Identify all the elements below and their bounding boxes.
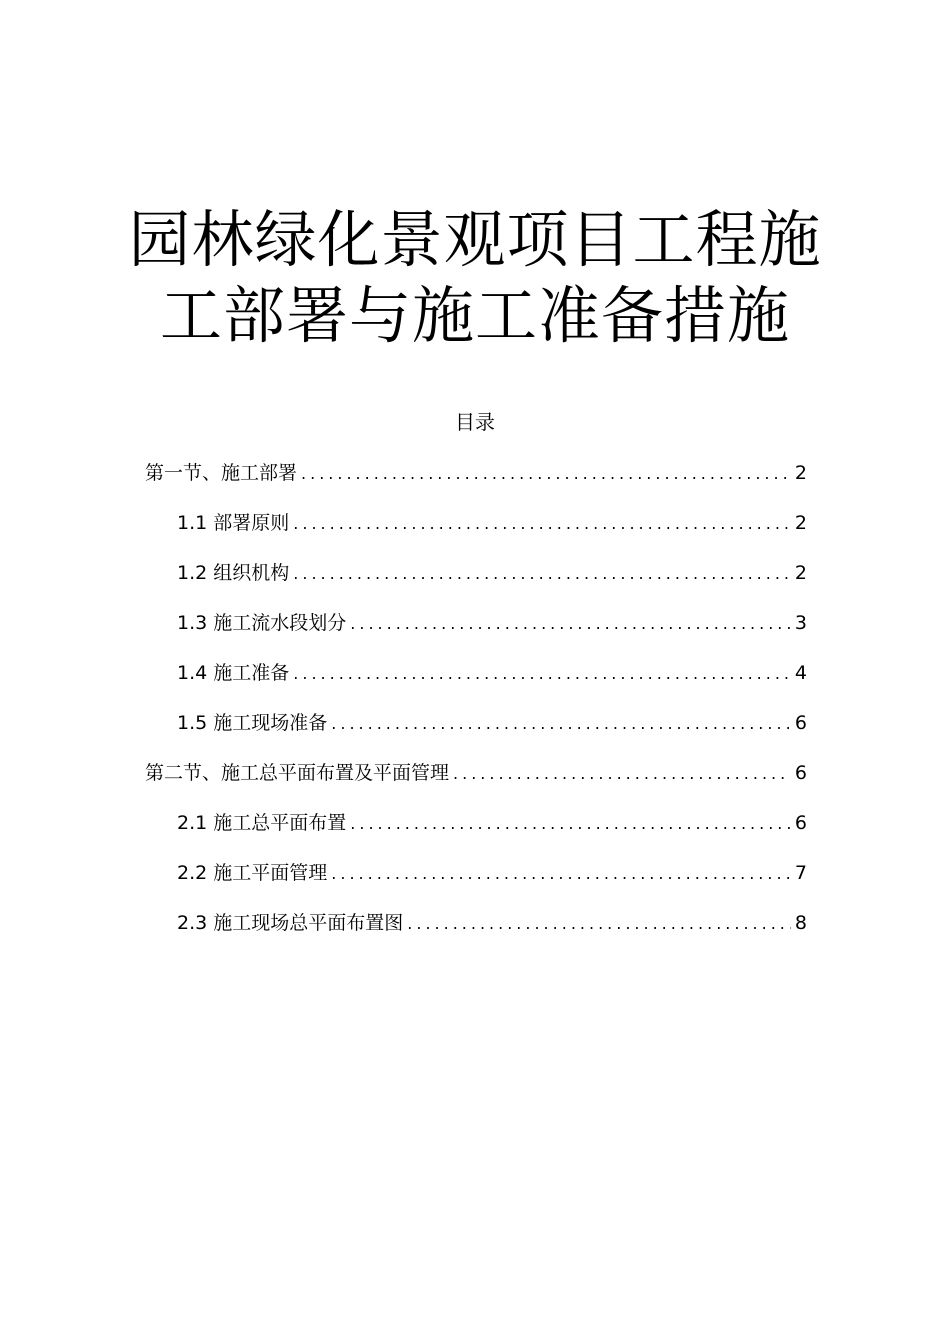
toc-entry-text: 1.2 组织机构	[177, 562, 290, 584]
document-title-line-1: 园林绿化景观项目工程施	[128, 202, 822, 276]
toc-entry-1-1[interactable]	[177, 508, 807, 538]
toc-dot-leader	[293, 509, 791, 539]
toc-dot-leader	[407, 909, 791, 939]
toc-heading: 目录	[455, 410, 495, 434]
toc-page-number: 6	[794, 812, 807, 834]
toc-entry-text: 第二节、施工总平面布置及平面管理	[145, 762, 450, 784]
toc-entry-text: 1.5 施工现场准备	[177, 712, 328, 734]
toc-page-number: 3	[794, 612, 807, 634]
toc-dot-leader	[350, 609, 791, 639]
toc-dot-leader	[293, 659, 791, 689]
toc-entry-section-2[interactable]	[145, 758, 807, 788]
toc-dot-leader	[350, 809, 791, 839]
document-title-line-2: 工部署与施工准备措施	[159, 278, 790, 352]
toc-entry-text: 第一节、施工部署	[145, 462, 298, 484]
toc-dot-leader	[331, 709, 791, 739]
toc-dot-leader	[293, 559, 791, 589]
toc-page-number: 8	[794, 912, 807, 934]
toc-dot-leader	[453, 759, 791, 789]
toc-entry-text: 2.3 施工现场总平面布置图	[177, 912, 404, 934]
toc-dot-leader	[301, 459, 791, 489]
toc-entry-1-2[interactable]	[177, 558, 807, 588]
toc-entry-2-1[interactable]	[177, 808, 807, 838]
toc-page-number: 2	[794, 562, 807, 584]
toc-page-number: 2	[794, 462, 807, 484]
toc-page-number: 6	[794, 762, 807, 784]
toc-entry-section-1[interactable]	[145, 458, 807, 488]
toc-entry-text: 1.1 部署原则	[177, 512, 290, 534]
toc-dot-leader	[331, 859, 791, 889]
toc-entry-text: 2.2 施工平面管理	[177, 862, 328, 884]
toc-entry-2-2[interactable]	[177, 858, 807, 888]
toc-entry-1-5[interactable]	[177, 708, 807, 738]
toc-entry-text: 2.1 施工总平面布置	[177, 812, 347, 834]
toc-page-number: 6	[794, 712, 807, 734]
document-title	[0, 202, 950, 354]
toc-entry-2-3[interactable]	[177, 908, 807, 938]
toc-entry-1-3[interactable]	[177, 608, 807, 638]
toc-page-number: 2	[794, 512, 807, 534]
toc-entry-1-4[interactable]	[177, 658, 807, 688]
toc-entry-text: 1.3 施工流水段划分	[177, 612, 347, 634]
toc-page-number: 4	[794, 662, 807, 684]
toc-page-number: 7	[794, 862, 807, 884]
toc-entry-text: 1.4 施工准备	[177, 662, 290, 684]
